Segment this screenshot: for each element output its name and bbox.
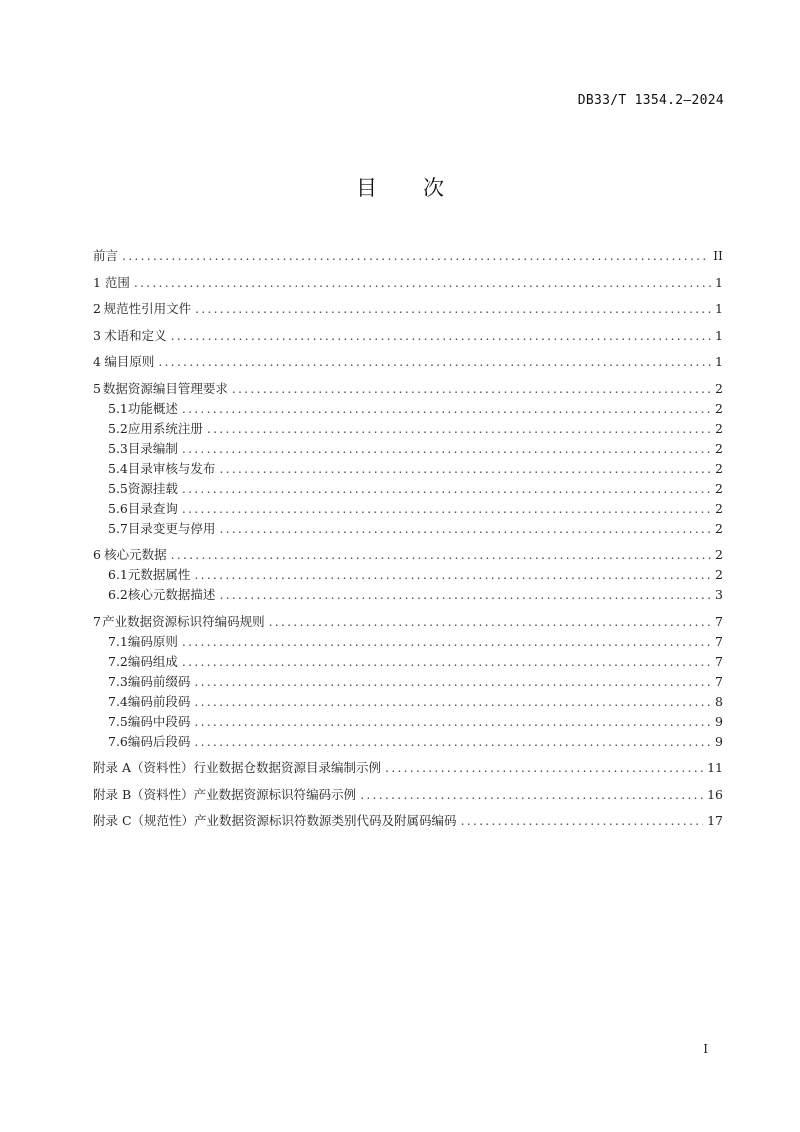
toc-page: 2 bbox=[715, 460, 723, 476]
toc-num: 6.2 bbox=[108, 587, 128, 602]
toc-num: 5.5 bbox=[108, 480, 128, 496]
leader-dots bbox=[194, 692, 711, 712]
toc-page: 7 bbox=[715, 673, 723, 689]
toc-num: 7.6 bbox=[108, 733, 128, 749]
toc-entry-7-2[interactable] bbox=[93, 652, 723, 672]
toc-page: 2 bbox=[715, 547, 723, 562]
toc-label: 产业数据资源标识符数源类别代码及附属码编码 bbox=[194, 813, 457, 828]
toc-page: 7 bbox=[715, 613, 723, 629]
toc-num: 6 bbox=[93, 547, 101, 562]
toc-label: 编码原则 bbox=[127, 633, 178, 649]
toc-label: 编码后段码 bbox=[127, 733, 191, 749]
toc-label: 产业数据资源标识符编码规则 bbox=[102, 613, 265, 629]
toc-num: 7.5 bbox=[108, 713, 128, 729]
toc-entry-7-3[interactable] bbox=[93, 672, 723, 692]
toc-page: 1 bbox=[715, 354, 723, 369]
toc-entry-5-2[interactable] bbox=[93, 419, 723, 439]
toc-label: 术语和定义 bbox=[104, 327, 167, 343]
toc-entry-appendix-a[interactable] bbox=[93, 758, 723, 778]
toc-label: 编码前缀码 bbox=[127, 673, 191, 689]
toc-entry-appendix-b[interactable] bbox=[93, 785, 723, 805]
leader-dots bbox=[182, 499, 711, 519]
toc-label: 编目原则 bbox=[104, 354, 155, 369]
toc-entry-5-6[interactable] bbox=[93, 499, 723, 519]
toc-entry-5[interactable] bbox=[93, 379, 723, 399]
toc-label: 元数据属性 bbox=[127, 567, 191, 582]
toc-num: 5.4 bbox=[108, 460, 128, 476]
toc-page: 2 bbox=[715, 400, 723, 416]
toc-num: 6.1 bbox=[108, 567, 128, 582]
toc-entry-3[interactable] bbox=[93, 326, 723, 346]
toc-num: 5.3 bbox=[108, 440, 128, 456]
toc-entry-5-4[interactable] bbox=[93, 459, 723, 479]
toc-page: 17 bbox=[707, 813, 723, 828]
leader-dots bbox=[182, 652, 711, 672]
toc-num: 7.1 bbox=[108, 633, 128, 649]
leader-dots bbox=[194, 712, 711, 732]
toc-num: 4 bbox=[93, 354, 101, 369]
leader-dots bbox=[219, 519, 711, 539]
toc-num: 5.1 bbox=[108, 400, 128, 416]
toc-entry-7-5[interactable] bbox=[93, 712, 723, 732]
leader-dots bbox=[171, 326, 711, 346]
footer-page-number: I bbox=[703, 1042, 708, 1056]
leader-dots bbox=[134, 273, 711, 293]
toc-page: 2 bbox=[715, 500, 723, 516]
toc-entry-1[interactable] bbox=[93, 273, 723, 293]
toc-num: 7.2 bbox=[108, 653, 128, 669]
toc-num: 7 bbox=[93, 613, 101, 629]
toc-page: 2 bbox=[715, 440, 723, 456]
toc-page: 11 bbox=[707, 760, 723, 775]
toc-label: 产业数据资源标识符编码示例 bbox=[193, 786, 357, 802]
toc-entry-2[interactable] bbox=[93, 299, 723, 319]
toc-entry-5-5[interactable] bbox=[93, 479, 723, 499]
leader-dots bbox=[194, 672, 711, 692]
toc-entry-6-1[interactable] bbox=[93, 565, 723, 585]
toc-page: 2 bbox=[715, 420, 723, 436]
leader-dots bbox=[122, 246, 709, 266]
leader-dots bbox=[219, 459, 711, 479]
toc-num: 5.7 bbox=[108, 520, 128, 536]
toc-page: 2 bbox=[715, 520, 723, 536]
page-title bbox=[0, 172, 800, 202]
leader-dots bbox=[232, 379, 711, 399]
leader-dots bbox=[194, 732, 711, 752]
toc-entry-6[interactable] bbox=[93, 545, 723, 565]
toc-page: 2 bbox=[715, 480, 723, 496]
table-of-contents bbox=[93, 246, 723, 831]
leader-dots bbox=[182, 632, 711, 652]
toc-page: 8 bbox=[715, 693, 723, 709]
toc-label: 规范性引用文件 bbox=[103, 301, 192, 316]
toc-page: II bbox=[713, 248, 723, 263]
leader-dots bbox=[182, 479, 711, 499]
toc-page: 7 bbox=[715, 653, 723, 669]
toc-page: 7 bbox=[715, 633, 723, 649]
leader-dots bbox=[461, 811, 704, 831]
toc-label: 编码组成 bbox=[127, 653, 178, 669]
toc-label: 资源挂载 bbox=[127, 480, 178, 496]
toc-num: 5.6 bbox=[108, 500, 128, 516]
toc-label: 前言 bbox=[93, 248, 119, 263]
leader-dots bbox=[195, 299, 711, 319]
toc-label: 功能概述 bbox=[127, 400, 178, 416]
leader-dots bbox=[385, 758, 703, 778]
toc-label: 目录审核与发布 bbox=[127, 460, 216, 476]
toc-label: 范围 bbox=[104, 274, 130, 290]
toc-page: 1 bbox=[715, 327, 723, 343]
toc-page: 9 bbox=[715, 713, 723, 729]
toc-entry-7[interactable] bbox=[93, 612, 723, 632]
standard-code: DB33/T 1354.2—2024 bbox=[577, 93, 724, 108]
toc-label: 核心元数据 bbox=[104, 547, 167, 562]
leader-dots bbox=[219, 585, 711, 605]
toc-page: 2 bbox=[715, 567, 723, 582]
toc-page: 1 bbox=[715, 274, 723, 290]
toc-entry-5-1[interactable] bbox=[93, 399, 723, 419]
leader-dots bbox=[194, 565, 711, 585]
toc-entry-4[interactable] bbox=[93, 352, 723, 372]
toc-entry-5-3[interactable] bbox=[93, 439, 723, 459]
toc-label: 行业数据仓数据资源目录编制示例 bbox=[193, 760, 382, 775]
toc-label: 应用系统注册 bbox=[127, 420, 203, 436]
toc-label: 核心元数据描述 bbox=[127, 587, 216, 602]
toc-page: 3 bbox=[715, 587, 723, 602]
toc-label: 数据资源编目管理要求 bbox=[102, 380, 228, 396]
toc-entry-7-1[interactable] bbox=[93, 632, 723, 652]
toc-entry-5-7[interactable] bbox=[93, 519, 723, 539]
toc-label: 编码前段码 bbox=[127, 693, 191, 709]
toc-page: 9 bbox=[715, 733, 723, 749]
title-char-2: 次 bbox=[423, 176, 444, 200]
toc-num: 3 bbox=[93, 327, 101, 343]
toc-num: 7.4 bbox=[108, 693, 128, 709]
leader-dots bbox=[269, 612, 711, 632]
toc-entry-7-4[interactable] bbox=[93, 692, 723, 712]
toc-entry-appendix-c[interactable] bbox=[93, 811, 723, 831]
toc-label: 目录变更与停用 bbox=[127, 520, 216, 536]
toc-num: 1 bbox=[93, 274, 101, 290]
toc-num: 2 bbox=[93, 301, 101, 316]
title-char-1: 目 bbox=[356, 176, 377, 200]
toc-num: 7.3 bbox=[108, 673, 128, 689]
toc-page: 2 bbox=[715, 380, 723, 396]
leader-dots bbox=[171, 545, 711, 565]
toc-page: 16 bbox=[707, 786, 723, 802]
toc-entry-6-2[interactable] bbox=[93, 585, 723, 605]
leader-dots bbox=[158, 352, 711, 372]
leader-dots bbox=[207, 419, 711, 439]
leader-dots bbox=[182, 399, 711, 419]
toc-label: 目录查询 bbox=[127, 500, 178, 516]
toc-num: 附录 C（规范性） bbox=[93, 813, 195, 828]
leader-dots bbox=[360, 785, 703, 805]
toc-num: 5 bbox=[93, 380, 101, 396]
toc-num: 5.2 bbox=[108, 420, 128, 436]
toc-num: 附录 A（资料性） bbox=[93, 760, 194, 775]
toc-page: 1 bbox=[715, 301, 723, 316]
toc-label: 目录编制 bbox=[127, 440, 178, 456]
toc-label: 编码中段码 bbox=[127, 713, 191, 729]
leader-dots bbox=[182, 439, 711, 459]
toc-entry-foreword[interactable] bbox=[93, 246, 723, 266]
toc-num: 附录 B（资料性） bbox=[93, 786, 194, 802]
toc-entry-7-6[interactable] bbox=[93, 732, 723, 752]
